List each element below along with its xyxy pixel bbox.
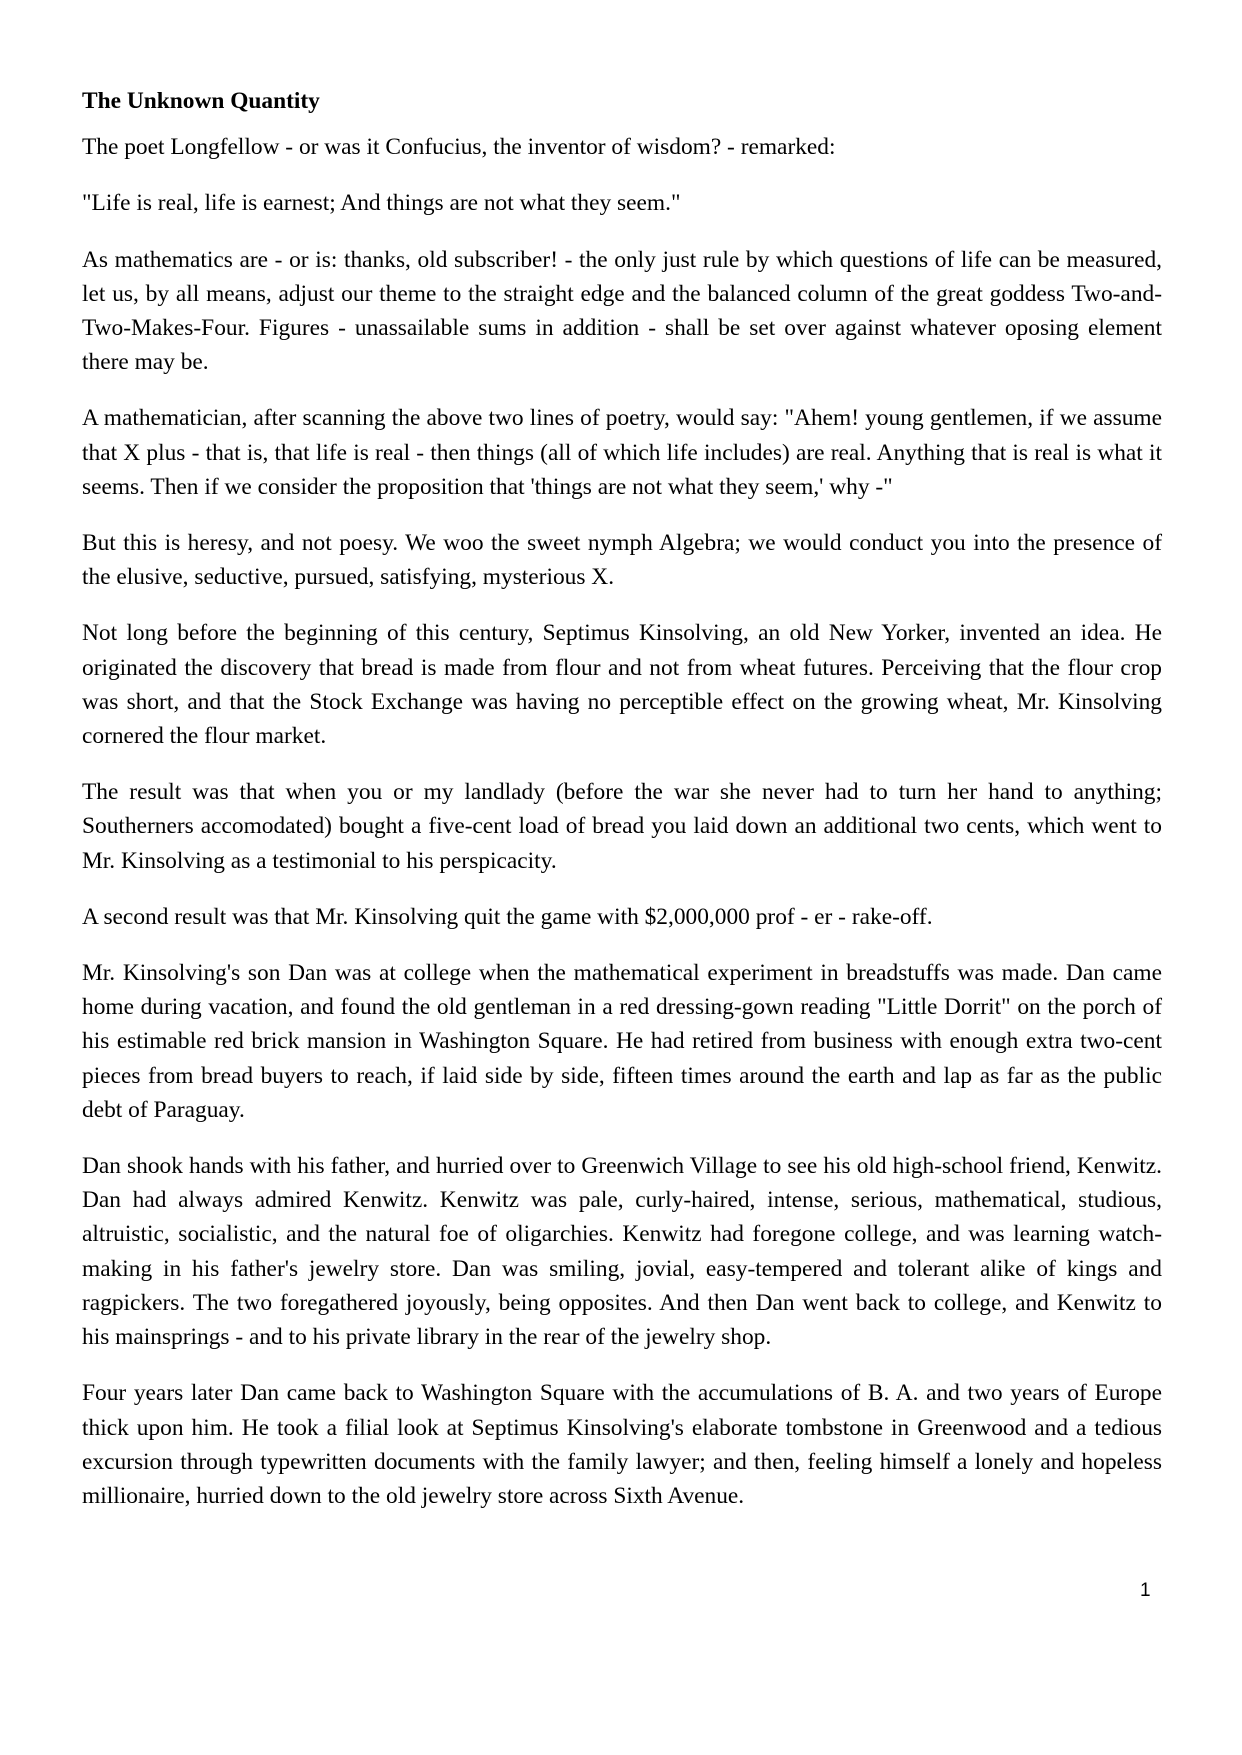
document-title: The Unknown Quantity [82, 88, 320, 114]
paragraph-6: Not long before the beginning of this century, Septimus Kinsolving, an old New Yorker, invented an idea. He originated the discovery that bread is made from flour and not from wheat futures. Perceiving that the flour crop was short, and that the Stock Exchange was having no perceptible effect on the growing wheat, Mr. Kinsolving cornered the flour market. [82, 620, 1162, 750]
paragraph-4: A mathematician, after scanning the above two lines of poetry, would say: "Ahem! young gentlemen, if we assume that X plus - that is, that life is real - then things (all of which life includes) are real. Anything that is real is what it seems. Then if we consider the proposition that 'things are not what they seem,' why -" [82, 405, 1162, 500]
paragraph-1: The poet Longfellow - or was it Confucius, the inventor of wisdom? - remarked: [82, 134, 836, 161]
paragraph-11: Four years later Dan came back to Washington Square with the accumulations of B. A. and two years of Europe thick upon him. He took a filial look at Septimus Kinsolving's elaborate tombstone in Greenwood and a tedious excursion through typewritten documents with the family lawyer; and then, feeling himself a lonely and hopeless millionaire, hurried down to the old jewelry store across Sixth Avenue. [82, 1380, 1162, 1509]
paragraph-2: "Life is real, life is earnest; And things are not what they seem." [82, 190, 681, 217]
page-number: 1 [1140, 1580, 1151, 1601]
document-page [82, 84, 1162, 1535]
paragraph-7: The result was that when you or my landlady (before the war she never had to turn her hand to anything; Southerners accomodated) bought a five-cent load of bread you laid down an additional two cents, which went to Mr. Kinsolving as a testimonial to his perspicacity. [82, 779, 1162, 874]
paragraph-9: Mr. Kinsolving's son Dan was at college when the mathematical experiment in breadstuffs was made. Dan came home during vacation, and found the old gentleman in a red dressing-gown reading "Little Dorrit" on the porch of his estimable red brick mansion in Washington Square. He had retired from business with enough extra two-cent pieces from bread buyers to reach, if laid side by side, fifteen times around the earth and lap as far as the public debt of Paraguay. [82, 960, 1162, 1123]
paragraph-10: Dan shook hands with his father, and hurried over to Greenwich Village to see his old high-school friend, Kenwitz. Dan had always admired Kenwitz. Kenwitz was pale, curly-haired, intense, serious, mathematical, studious, altruistic, socialistic, and the natural foe of oligarchies. Kenwitz had foregone college, and was learning watch-making in his father's jewelry store. Dan was smiling, jovial, easy-tempered and tolerant alike of kings and ragpickers. The two foregathered joyously, being opposites. And then Dan went back to college, and Kenwitz to his mainsprings - and to his private library in the rear of the jewelry shop. [82, 1153, 1162, 1351]
paragraph-5: But this is heresy, and not poesy. We woo the sweet nymph Algebra; we would conduct you into the presence of the elusive, seductive, pursued, satisfying, mysterious X. [82, 530, 1162, 591]
paragraph-3: As mathematics are - or is: thanks, old subscriber! - the only just rule by which questions of life can be measured, let us, by all means, adjust our theme to the straight edge and the balanced column of the great goddess Two-and-Two-Makes-Four. Figures - unassailable sums in addition - shall be set over against whatever oposing element there may be. [82, 246, 1162, 376]
paragraph-8: A second result was that Mr. Kinsolving quit the game with $2,000,000 prof - er - rake-off. [82, 903, 933, 930]
